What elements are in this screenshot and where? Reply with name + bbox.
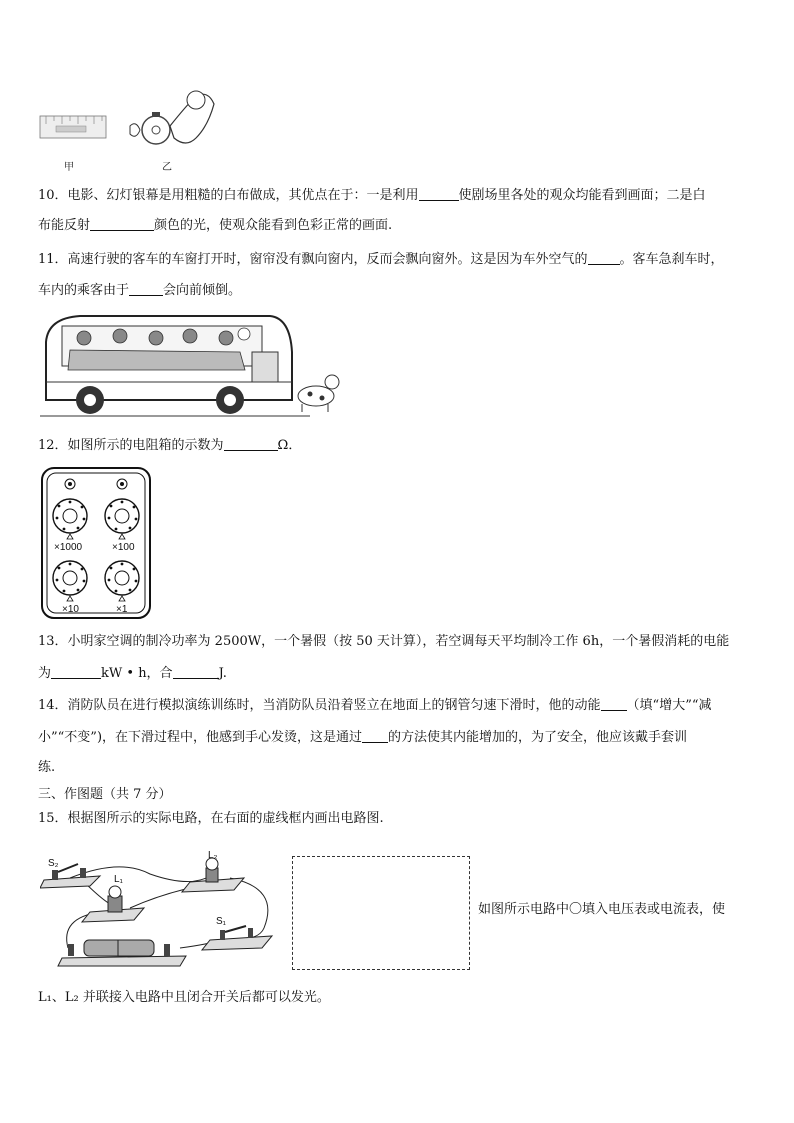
label-jia: 甲 — [64, 162, 74, 173]
q10-line2: 布能反射 颜色的光，使观众能看到色彩正常的画面. — [38, 218, 393, 233]
circuit-illustration — [40, 848, 280, 968]
section-heading: 三、作图题（共 7 分） — [38, 787, 172, 802]
q10-blank1[interactable] — [419, 186, 459, 201]
q12-text: 12．如图所示的电阻箱的示数为 Ω． — [38, 438, 302, 453]
label-s2: S₂ — [48, 858, 59, 869]
q11-blank2[interactable] — [129, 281, 163, 296]
q11-line2: 车内的乘客由于 会向前倾倒。 — [38, 283, 242, 298]
q14-blank2[interactable] — [362, 728, 388, 743]
q13-line2: 为 kW • h，合 J. — [38, 666, 227, 681]
figure-bus — [40, 312, 350, 422]
figure-circuit — [40, 848, 280, 968]
q10-line1: 10．电影、幻灯银幕是用粗糙的白布做成，其优点在于：一是利用 使剧场里各处的观众均能看到画面；二是白 — [38, 188, 706, 203]
q16-line2: L₁、L₂ 并联接入电路中且闭合开关后都可以发光。 — [38, 990, 330, 1005]
figure-ruler-stopwatch — [36, 86, 216, 174]
dial-label-1000: ×1000 — [54, 542, 83, 553]
q10-blank2[interactable] — [90, 216, 154, 231]
figure-resistance-box — [40, 466, 152, 620]
bus-illustration — [40, 312, 350, 422]
q14-blank1[interactable] — [601, 696, 627, 711]
label-l2: L₂ — [208, 850, 218, 861]
q14-line1: 14．消防队员在进行模拟演练训练时，当消防队员沿着竖立在地面上的钢管匀速下滑时，他的动能 （填“增大”“减 — [38, 698, 712, 713]
label-l1: L₁ — [114, 874, 123, 885]
q14-line2: 小”“不变”)，在下滑过程中，他感到手心发烫，这是通过 的方法使其内能增加的，为了安全，他应该戴手套训 — [38, 730, 688, 745]
q12-blank[interactable] — [224, 436, 278, 451]
q11-blank1[interactable] — [588, 250, 620, 265]
label-yi: 乙 — [162, 162, 172, 173]
label-s1: S₁ — [216, 916, 227, 927]
dial-label-10: ×10 — [62, 604, 79, 615]
q16-line1: 如图所示电路中〇填入电压表或电流表，使 — [478, 902, 726, 917]
dial-label-1: ×1 — [116, 604, 128, 615]
q13-line1: 13．小明家空调的制冷功率为 2500W，一个暑假（按 50 天计算），若空调每天平均制冷工作 6h，一个暑假消耗的电能 — [38, 634, 730, 649]
answer-box[interactable] — [292, 856, 470, 970]
q13-blank2[interactable] — [173, 664, 219, 679]
ruler-stopwatch-illustration — [36, 86, 216, 174]
q13-blank1[interactable] — [51, 664, 101, 679]
q15-text: 15．根据图所示的实际电路，在右面的虚线框内画出电路图. — [38, 811, 384, 826]
q14-line3: 练. — [38, 760, 56, 775]
dial-label-100: ×100 — [112, 542, 135, 553]
q11-line1: 11．高速行驶的客车的车窗打开时，窗帘没有飘向窗内，反而会飘向窗外。这是因为车外空气的 。客车急刹车时， — [38, 252, 724, 267]
